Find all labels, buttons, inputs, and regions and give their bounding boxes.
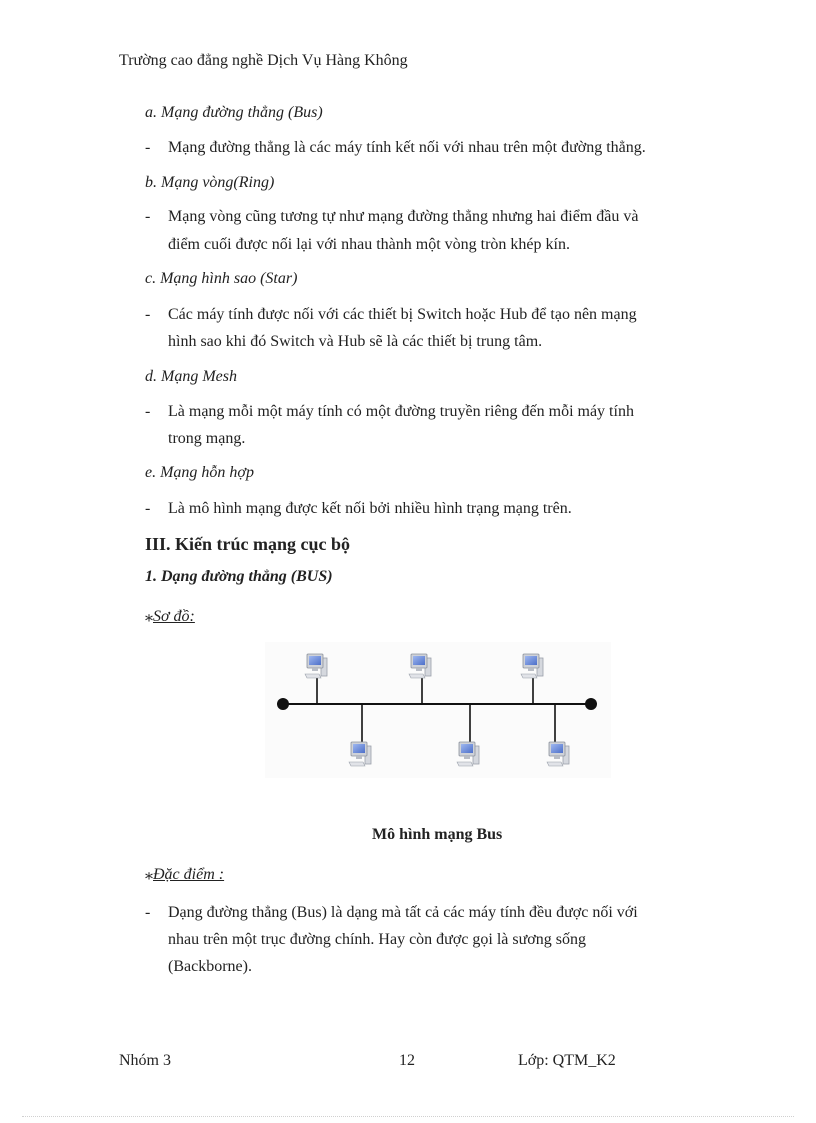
bullet-dash: - (145, 139, 151, 156)
features-line2: nhau trên một trục đường chính. Hay còn được gọi là sương sống (168, 931, 586, 948)
topology-star-desc-line2: hình sao khi đó Switch và Hub sẽ là các thiết bị trung tâm. (168, 333, 543, 350)
page-bottom-divider (22, 1116, 794, 1117)
topology-bus-label: a. Mạng đường thẳng (Bus) (145, 104, 323, 121)
section-title: III. Kiến trúc mạng cục bộ (145, 534, 351, 554)
topology-hybrid-desc: Là mô hình mạng được kết nối bởi nhiều hình trạng mạng trên. (168, 500, 572, 517)
diagram-note-text: Sơ đồ: (153, 608, 195, 625)
topology-ring-desc-line1: Mạng vòng cũng tương tự như mạng đường thẳng nhưng hai điểm đầu và (168, 208, 639, 225)
topology-hybrid-label: e. Mạng hỗn hợp (145, 464, 254, 481)
terminator-right (585, 698, 597, 710)
bullet-dash: - (145, 904, 151, 921)
topology-mesh-label: d. Mạng Mesh (145, 368, 237, 385)
diagram-caption: Mô hình mạng Bus (372, 826, 503, 843)
topology-bus-desc: Mạng đường thẳng là các máy tính kết nối với nhau trên một đường thẳng. (168, 139, 646, 156)
diagram-note (145, 606, 195, 626)
footer-group: Nhóm 3 (119, 1052, 171, 1069)
topology-ring-label: b. Mạng vòng(Ring) (145, 174, 275, 191)
features-line1: Dạng đường thẳng (Bus) là dạng mà tất cả các máy tính đều được nối với (168, 904, 638, 921)
terminator-left (277, 698, 289, 710)
bullet-dash: - (145, 208, 151, 225)
asterisk-icon: ⁎ (145, 608, 153, 625)
topology-mesh-desc-line2: trong mạng. (168, 430, 246, 447)
features-note (145, 864, 224, 884)
features-line3: (Backborne). (168, 958, 252, 975)
features-note-text: Đặc điểm : (153, 866, 225, 883)
subsection-title: 1. Dạng đường thẳng (BUS) (145, 568, 333, 585)
bullet-dash: - (145, 306, 151, 323)
page-header: Trường cao đẳng nghề Dịch Vụ Hàng Không (119, 52, 408, 69)
bus-topology-diagram (265, 642, 611, 778)
footer-page-number: 12 (399, 1052, 415, 1069)
asterisk-icon: ⁎ (145, 866, 153, 883)
topology-ring-desc-line2: điểm cuối được nối lại với nhau thành một vòng tròn khép kín. (168, 236, 570, 253)
topology-mesh-desc-line1: Là mạng mỗi một máy tính có một đường truyền riêng đến mỗi máy tính (168, 403, 634, 420)
topology-star-desc-line1: Các máy tính được nối với các thiết bị Switch hoặc Hub để tạo nên mạng (168, 306, 637, 323)
footer-class: Lớp: QTM_K2 (518, 1052, 616, 1069)
bullet-dash: - (145, 500, 151, 517)
topology-star-label: c. Mạng hình sao (Star) (145, 270, 298, 287)
bullet-dash: - (145, 403, 151, 420)
